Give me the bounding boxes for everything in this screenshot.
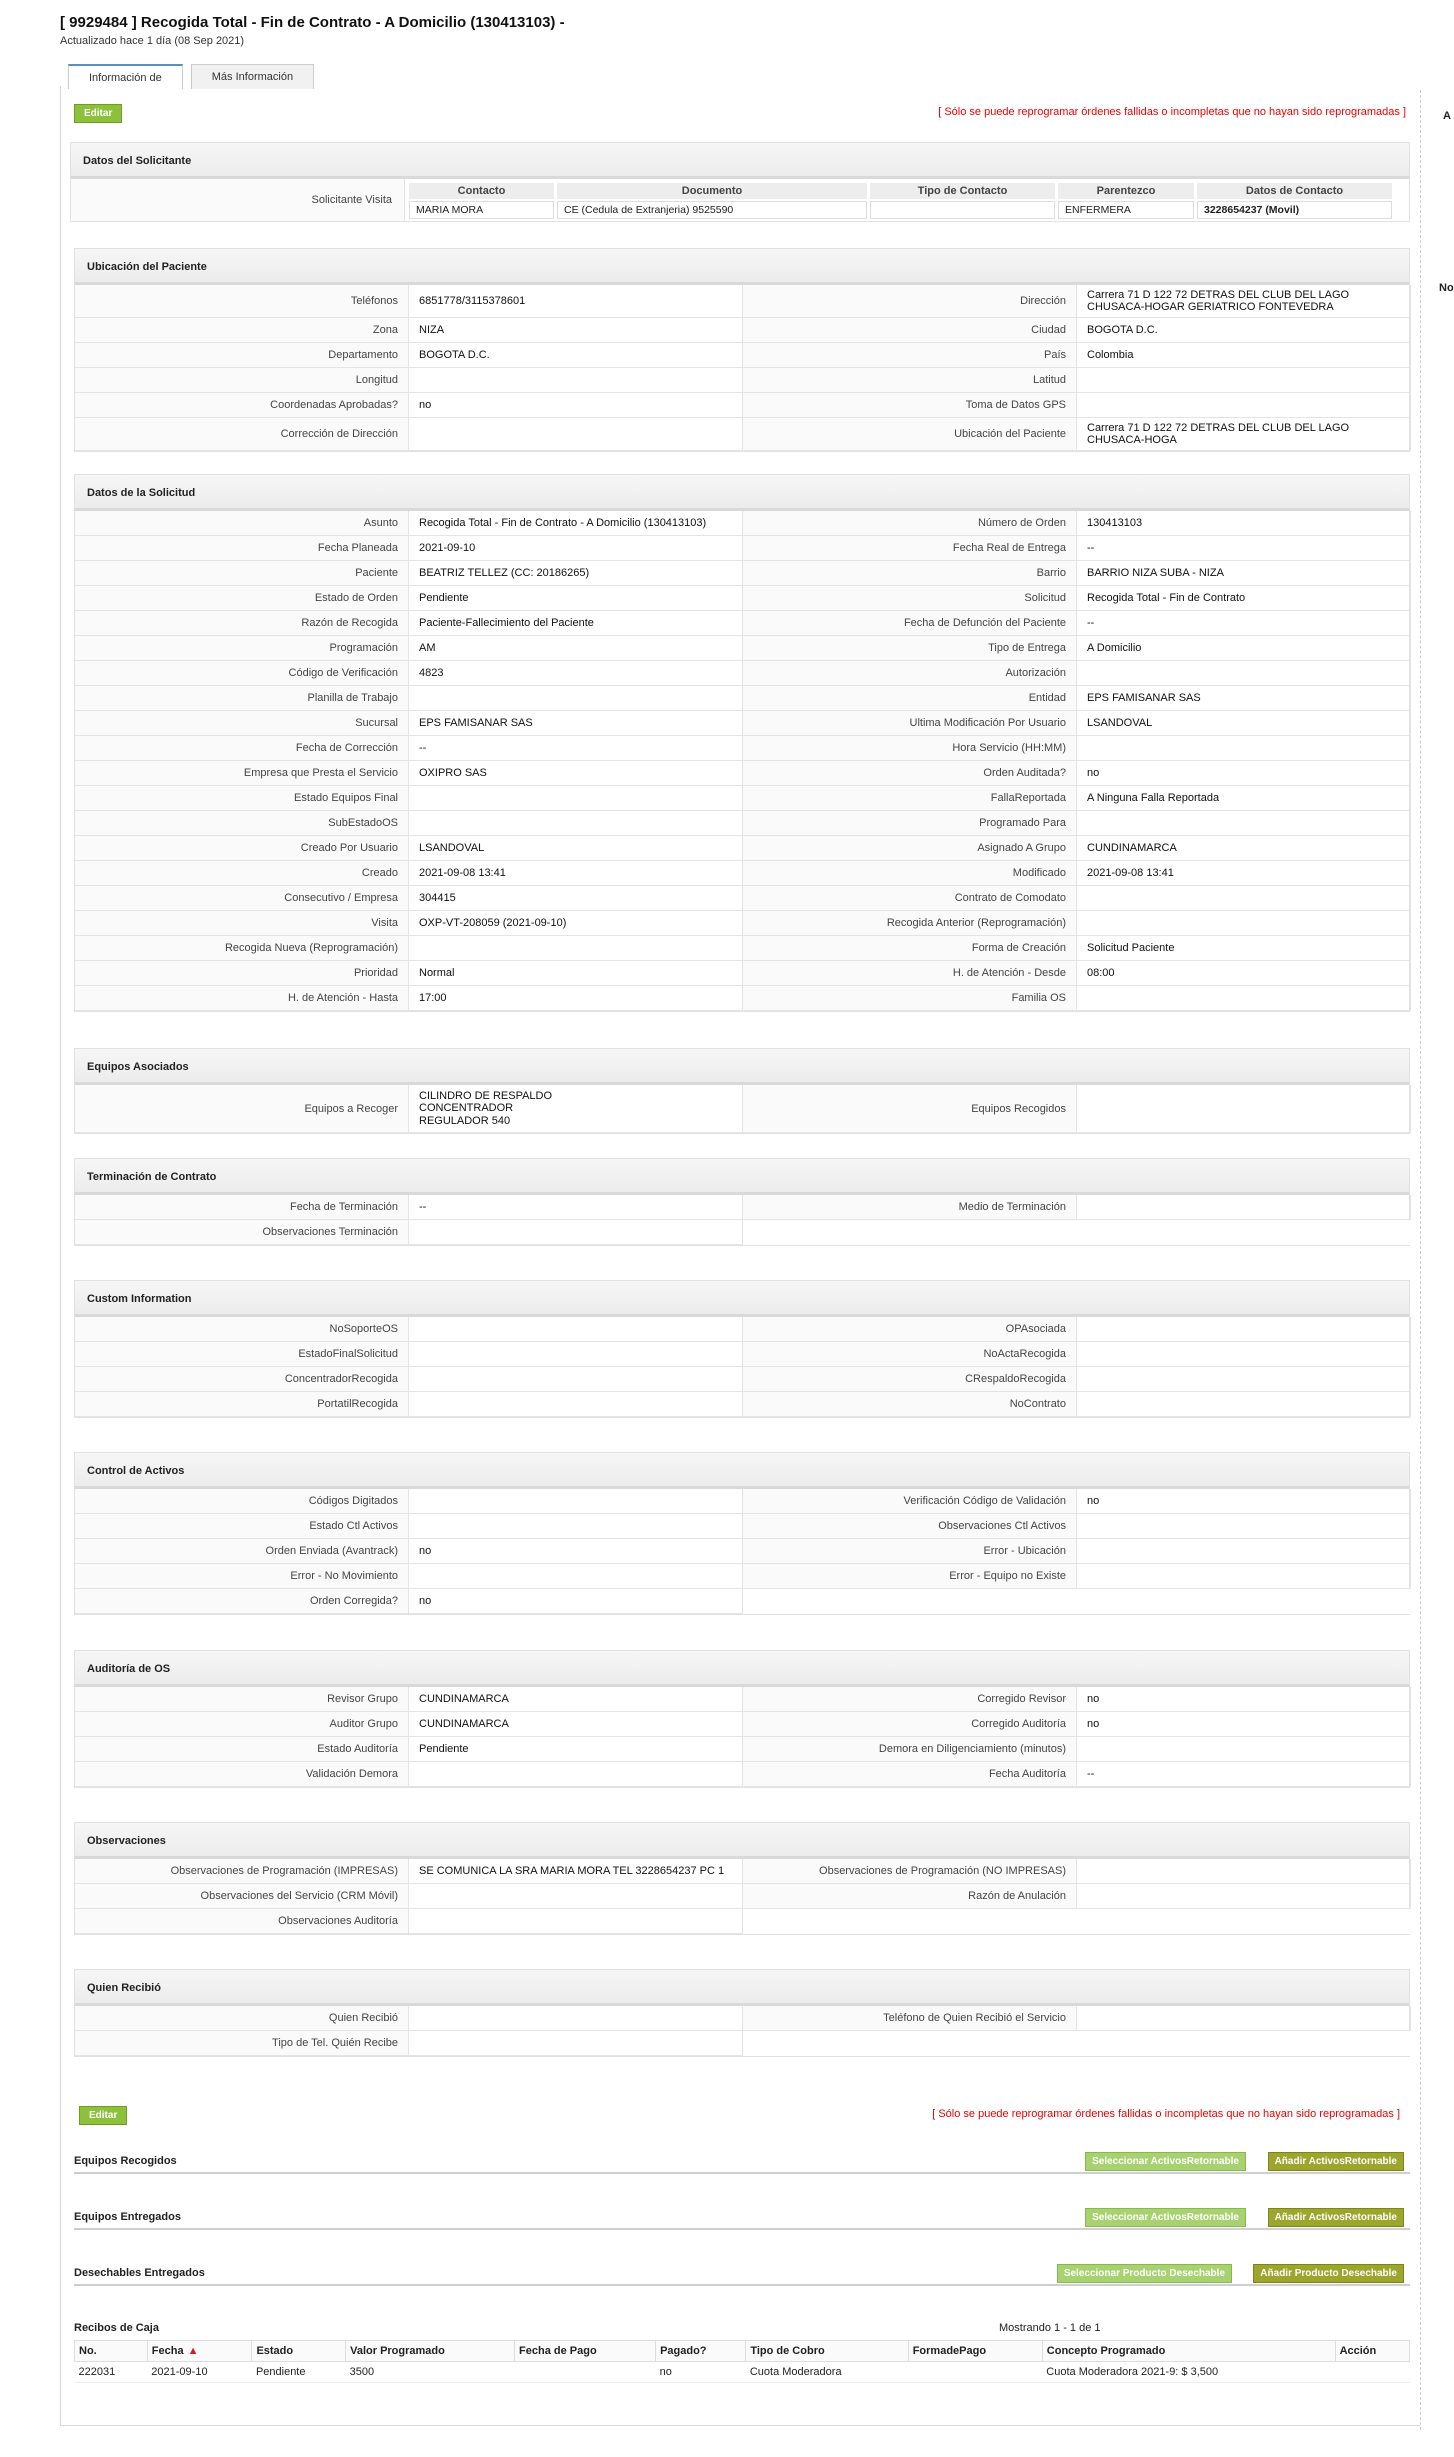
- field-label: Ciudad: [743, 318, 1077, 343]
- field-value: BEATRIZ TELLEZ (CC: 20186265): [409, 561, 743, 586]
- field-label: Planilla de Trabajo: [75, 686, 409, 711]
- field-label: Validación Demora: [75, 1762, 409, 1787]
- field-label: Corregido Auditoría: [743, 1712, 1077, 1737]
- solicitud-panel: [74, 474, 1410, 1012]
- equipos-recogidos-section: [74, 2148, 1410, 2174]
- sidebar-label-a: A: [1443, 110, 1451, 122]
- section-title: Observaciones: [75, 1823, 1409, 1859]
- field-label: Teléfono de Quien Recibió el Servicio: [743, 2006, 1077, 2031]
- field-label: Estado Equipos Final: [75, 786, 409, 811]
- table-header-2[interactable]: Estado: [252, 2341, 346, 2362]
- field-label: Coordenadas Aprobadas?: [75, 393, 409, 418]
- field-label: H. de Atención - Hasta: [75, 986, 409, 1011]
- field-label: Zona: [75, 318, 409, 343]
- control-panel: [74, 1452, 1410, 1615]
- field-value: OXIPRO SAS: [409, 761, 743, 786]
- field-label: Longitud: [75, 368, 409, 393]
- field-label: Empresa que Presta el Servicio: [75, 761, 409, 786]
- field-label: Códigos Digitados: [75, 1489, 409, 1514]
- select-activos-button[interactable]: Seleccionar ActivosRetornable: [1085, 2208, 1246, 2227]
- field-value: 2021-09-08 13:41: [1077, 861, 1411, 886]
- field-label: Visita: [75, 911, 409, 936]
- field-value: Colombia: [1077, 343, 1411, 368]
- page-subtitle: Actualizado hace 1 día (08 Sep 2021): [60, 35, 245, 47]
- field-value: no: [1077, 1712, 1411, 1737]
- field-label: SubEstadoOS: [75, 811, 409, 836]
- field-label: Creado: [75, 861, 409, 886]
- field-value: --: [409, 1195, 743, 1220]
- section-title: Ubicación del Paciente: [75, 249, 1409, 285]
- reprogram-notice: [ Sólo se puede reprogramar órdenes fallidas o incompletas que no hayan sido reprogramadas ]: [938, 106, 1406, 118]
- empty-cell: [743, 1589, 1077, 1614]
- field-label: Auditor Grupo: [75, 1712, 409, 1737]
- sort-up-icon: ▲: [187, 2345, 199, 2357]
- sol-value: 3228654237 (Movil): [1197, 201, 1392, 219]
- add-producto-button[interactable]: Añadir Producto Desechable: [1253, 2264, 1404, 2283]
- field-label: Verificación Código de Validación: [743, 1489, 1077, 1514]
- table-cell: 2021-09-10: [147, 2362, 252, 2383]
- field-value: 4823: [409, 661, 743, 686]
- field-value: [1077, 1859, 1411, 1884]
- sol-header: Parentezco: [1058, 183, 1194, 199]
- field-value: [1077, 1514, 1411, 1539]
- field-value: A Domicilio: [1077, 636, 1411, 661]
- field-label: Consecutivo / Empresa: [75, 886, 409, 911]
- field-value: [409, 1342, 743, 1367]
- field-value: [409, 2031, 743, 2056]
- field-label: Paciente: [75, 561, 409, 586]
- solicitante-title: Datos del Solicitante: [71, 143, 1409, 179]
- section-title: Auditoría de OS: [75, 1651, 1409, 1687]
- sidebar-label-n: No: [1439, 282, 1454, 294]
- empty-cell: [1077, 1909, 1411, 1934]
- field-label: Teléfonos: [75, 285, 409, 318]
- sol-value: CE (Cedula de Extranjeria) 9525590: [557, 201, 867, 219]
- table-header-4[interactable]: Fecha de Pago: [515, 2341, 656, 2362]
- field-label: Estado Ctl Activos: [75, 1514, 409, 1539]
- field-label: Barrio: [743, 561, 1077, 586]
- field-value: 130413103: [1077, 511, 1411, 536]
- sol-header: Tipo de Contacto: [870, 183, 1055, 199]
- section-title: Custom Information: [75, 1281, 1409, 1317]
- field-label: Fecha de Defunción del Paciente: [743, 611, 1077, 636]
- field-value: 17:00: [409, 986, 743, 1011]
- field-label: Estado de Orden: [75, 586, 409, 611]
- table-header-8[interactable]: Concepto Programado: [1042, 2341, 1335, 2362]
- field-label: Quien Recibió: [75, 2006, 409, 2031]
- edit-button-bottom[interactable]: Editar: [79, 2106, 127, 2125]
- field-value: Recogida Total - Fin de Contrato: [1077, 586, 1411, 611]
- field-value: SE COMUNICA LA SRA MARIA MORA TEL 3228654237 PC 1: [409, 1859, 743, 1884]
- field-label: Autorización: [743, 661, 1077, 686]
- field-label: Observaciones Terminación: [75, 1220, 409, 1245]
- field-value: [1077, 393, 1411, 418]
- field-label: Tipo de Tel. Quién Recibe: [75, 2031, 409, 2056]
- field-label: Fecha de Terminación: [75, 1195, 409, 1220]
- field-value: [1077, 911, 1411, 936]
- select-activos-button[interactable]: Seleccionar ActivosRetornable: [1085, 2152, 1246, 2171]
- field-value: [1077, 1367, 1411, 1392]
- field-value: [409, 1392, 743, 1417]
- field-value: no: [1077, 1687, 1411, 1712]
- field-label: Error - No Movimiento: [75, 1564, 409, 1589]
- field-value: --: [1077, 536, 1411, 561]
- field-value: Carrera 71 D 122 72 DETRAS DEL CLUB DEL LAGO CHUSACA-HOGAR GERIATRICO FONTEVEDRA: [1077, 285, 1411, 318]
- field-value: Recogida Total - Fin de Contrato - A Domicilio (130413103): [409, 511, 743, 536]
- field-value: 304415: [409, 886, 743, 911]
- solicitante-panel: [70, 142, 1410, 222]
- field-label: Corrección de Dirección: [75, 418, 409, 451]
- section-title: Control de Activos: [75, 1453, 1409, 1489]
- field-value: [409, 811, 743, 836]
- desechables-section: [74, 2260, 1410, 2286]
- field-label: Fecha Auditoría: [743, 1762, 1077, 1787]
- pagination-info: Mostrando 1 - 1 de 1: [999, 2322, 1101, 2334]
- field-label: Observaciones Ctl Activos: [743, 1514, 1077, 1539]
- sol-value: [870, 201, 1055, 219]
- field-value: [409, 1367, 743, 1392]
- section-title: Equipos Entregados: [74, 2204, 1410, 2230]
- table-header-6[interactable]: Tipo de Cobro: [746, 2341, 908, 2362]
- field-label: Contrato de Comodato: [743, 886, 1077, 911]
- field-value: BOGOTA D.C.: [1077, 318, 1411, 343]
- field-value: [409, 2006, 743, 2031]
- empty-cell: [743, 2031, 1077, 2056]
- field-label: Recogida Nueva (Reprogramación): [75, 936, 409, 961]
- reprogram-notice-bottom: [ Sólo se puede reprogramar órdenes fallidas o incompletas que no hayan sido reprogramadas ]: [932, 2108, 1400, 2120]
- field-label: Razón de Recogida: [75, 611, 409, 636]
- select-producto-button[interactable]: Seleccionar Producto Desechable: [1057, 2264, 1232, 2283]
- field-label: Error - Equipo no Existe: [743, 1564, 1077, 1589]
- table-row: [75, 2362, 1410, 2383]
- field-value: [409, 936, 743, 961]
- empty-cell: [743, 1220, 1077, 1245]
- field-label: Medio de Terminación: [743, 1195, 1077, 1220]
- field-value: [1077, 986, 1411, 1011]
- solicitante-table: [409, 183, 1405, 219]
- field-label: Recogida Anterior (Reprogramación): [743, 911, 1077, 936]
- field-value: CUNDINAMARCA: [409, 1687, 743, 1712]
- field-label: Observaciones Auditoría: [75, 1909, 409, 1934]
- table-header-0[interactable]: No.: [75, 2341, 148, 2362]
- field-value: Paciente-Fallecimiento del Paciente: [409, 611, 743, 636]
- table-header-5[interactable]: Pagado?: [656, 2341, 746, 2362]
- table-cell: [908, 2362, 1042, 2383]
- field-label: Sucursal: [75, 711, 409, 736]
- field-value: [409, 1884, 743, 1909]
- field-value: [409, 418, 743, 451]
- field-value: [1077, 1392, 1411, 1417]
- tab-mas-informacion[interactable]: Más Información: [191, 64, 314, 89]
- field-label: Solicitud: [743, 586, 1077, 611]
- field-label: Ubicación del Paciente: [743, 418, 1077, 451]
- field-value: no: [409, 1539, 743, 1564]
- table-cell: 3500: [346, 2362, 515, 2383]
- sol-header: Datos de Contacto: [1197, 183, 1392, 199]
- auditoria-panel: [74, 1650, 1410, 1788]
- field-value: [1077, 736, 1411, 761]
- field-label: CRespaldoRecogida: [743, 1367, 1077, 1392]
- field-label: Entidad: [743, 686, 1077, 711]
- page-header: [60, 14, 565, 47]
- field-value: [409, 1762, 743, 1787]
- field-value: EPS FAMISANAR SAS: [409, 711, 743, 736]
- field-value: [409, 1909, 743, 1934]
- field-label: Equipos a Recoger: [75, 1085, 409, 1133]
- field-value: no: [409, 1589, 743, 1614]
- field-value: [1077, 1539, 1411, 1564]
- ubicacion-panel: [74, 248, 1410, 452]
- table-cell: [1335, 2362, 1409, 2383]
- sol-header: Documento: [557, 183, 867, 199]
- tab-informacion[interactable]: Información de: [68, 64, 183, 89]
- field-value: --: [1077, 611, 1411, 636]
- field-value: [1077, 1342, 1411, 1367]
- empty-cell: [743, 1909, 1077, 1934]
- field-value: [1077, 1195, 1411, 1220]
- field-label: Equipos Recogidos: [743, 1085, 1077, 1133]
- sol-header: Contacto: [409, 183, 554, 199]
- field-value: [409, 1317, 743, 1342]
- field-value: LSANDOVAL: [1077, 711, 1411, 736]
- field-value: 08:00: [1077, 961, 1411, 986]
- field-value: Pendiente: [409, 1737, 743, 1762]
- field-label: Orden Corregida?: [75, 1589, 409, 1614]
- field-label: OPAsociada: [743, 1317, 1077, 1342]
- field-label: Familia OS: [743, 986, 1077, 1011]
- field-label: Dirección: [743, 285, 1077, 318]
- section-title: Quien Recibió: [75, 1970, 1409, 2006]
- table-cell: Pendiente: [252, 2362, 346, 2383]
- section-title: Equipos Recogidos: [74, 2148, 1410, 2174]
- table-cell: Cuota Moderadora 2021-9: $ 3,500: [1042, 2362, 1335, 2383]
- field-value: LSANDOVAL: [409, 836, 743, 861]
- field-label: Orden Enviada (Avantrack): [75, 1539, 409, 1564]
- sol-value: MARIA MORA: [409, 201, 554, 219]
- field-value: CILINDRO DE RESPALDO CONCENTRADOR REGULADOR 540: [409, 1085, 743, 1133]
- field-value: Normal: [409, 961, 743, 986]
- field-label: Asignado A Grupo: [743, 836, 1077, 861]
- field-label: Razón de Anulación: [743, 1884, 1077, 1909]
- field-value: [1077, 811, 1411, 836]
- field-label: Fecha Real de Entrega: [743, 536, 1077, 561]
- field-label: Código de Verificación: [75, 661, 409, 686]
- field-value: [1077, 1884, 1411, 1909]
- table-header-3[interactable]: Valor Programado: [346, 2341, 515, 2362]
- recibos-section: [74, 2316, 1410, 2383]
- field-value: OXP-VT-208059 (2021-09-10): [409, 911, 743, 936]
- field-label: Observaciones del Servicio (CRM Móvil): [75, 1884, 409, 1909]
- equipos-panel: [74, 1048, 1410, 1134]
- section-title: Terminación de Contrato: [75, 1159, 1409, 1195]
- empty-cell: [1077, 2031, 1411, 2056]
- field-value: --: [1077, 1762, 1411, 1787]
- field-value: EPS FAMISANAR SAS: [1077, 686, 1411, 711]
- field-value: [1077, 2006, 1411, 2031]
- field-label: Programación: [75, 636, 409, 661]
- field-value: [1077, 368, 1411, 393]
- field-label: Departamento: [75, 343, 409, 368]
- field-label: Fecha de Corrección: [75, 736, 409, 761]
- field-value: 6851778/3115378601: [409, 285, 743, 318]
- table-cell: no: [656, 2362, 746, 2383]
- field-label: EstadoFinalSolicitud: [75, 1342, 409, 1367]
- section-title: Datos de la Solicitud: [75, 475, 1409, 511]
- field-value: NIZA: [409, 318, 743, 343]
- field-label: Observaciones de Programación (IMPRESAS): [75, 1859, 409, 1884]
- field-value: Solicitud Paciente: [1077, 936, 1411, 961]
- field-label: Fecha Planeada: [75, 536, 409, 561]
- field-value: 2021-09-10: [409, 536, 743, 561]
- field-value: --: [409, 736, 743, 761]
- field-label: NoSoporteOS: [75, 1317, 409, 1342]
- field-value: [409, 1564, 743, 1589]
- table-header-7[interactable]: FormadePago: [908, 2341, 1042, 2362]
- field-label: ConcentradorRecogida: [75, 1367, 409, 1392]
- field-label: FallaReportada: [743, 786, 1077, 811]
- table-cell: [515, 2362, 656, 2383]
- field-label: Programado Para: [743, 811, 1077, 836]
- recibos-table: [74, 2340, 1410, 2383]
- table-header-9[interactable]: Acción: [1335, 2341, 1409, 2362]
- empty-cell: [1077, 1589, 1411, 1614]
- section-title: Recibos de Caja: [74, 2322, 159, 2334]
- field-label: Creado Por Usuario: [75, 836, 409, 861]
- field-value: no: [409, 393, 743, 418]
- field-value: BARRIO NIZA SUBA - NIZA: [1077, 561, 1411, 586]
- field-label: NoActaRecogida: [743, 1342, 1077, 1367]
- field-value: CUNDINAMARCA: [409, 1712, 743, 1737]
- field-label: H. de Atención - Desde: [743, 961, 1077, 986]
- quien-panel: [74, 1969, 1410, 2057]
- field-value: [409, 1220, 743, 1245]
- field-label: Demora en Diligenciamiento (minutos): [743, 1737, 1077, 1762]
- section-title: Desechables Entregados: [74, 2260, 1410, 2286]
- field-value: [409, 686, 743, 711]
- edit-button[interactable]: Editar: [74, 104, 122, 123]
- sol-value: ENFERMERA: [1058, 201, 1194, 219]
- field-label: Hora Servicio (HH:MM): [743, 736, 1077, 761]
- field-value: [1077, 661, 1411, 686]
- field-value: [1077, 1564, 1411, 1589]
- add-activos-button[interactable]: Añadir ActivosRetornable: [1268, 2152, 1404, 2171]
- field-value: Pendiente: [409, 586, 743, 611]
- field-value: [1077, 886, 1411, 911]
- field-label: Corregido Revisor: [743, 1687, 1077, 1712]
- field-value: [1077, 1085, 1411, 1133]
- field-label: Error - Ubicación: [743, 1539, 1077, 1564]
- field-value: [409, 1489, 743, 1514]
- field-label: Estado Auditoría: [75, 1737, 409, 1762]
- empty-cell: [1077, 1220, 1411, 1245]
- table-cell: Cuota Moderadora: [746, 2362, 908, 2383]
- terminacion-panel: [74, 1158, 1410, 1246]
- field-label: País: [743, 343, 1077, 368]
- right-sidebar: [1420, 90, 1454, 2430]
- field-value: no: [1077, 761, 1411, 786]
- field-label: NoContrato: [743, 1392, 1077, 1417]
- add-activos-button[interactable]: Añadir ActivosRetornable: [1268, 2208, 1404, 2227]
- equipos-entregados-section: [74, 2204, 1410, 2230]
- field-label: Observaciones de Programación (NO IMPRESAS): [743, 1859, 1077, 1884]
- field-value: A Ninguna Falla Reportada: [1077, 786, 1411, 811]
- custom-panel: [74, 1280, 1410, 1418]
- field-value: BOGOTA D.C.: [409, 343, 743, 368]
- field-label: Modificado: [743, 861, 1077, 886]
- field-value: [409, 786, 743, 811]
- field-value: [1077, 1317, 1411, 1342]
- field-value: Carrera 71 D 122 72 DETRAS DEL CLUB DEL LAGO CHUSACA-HOGA: [1077, 418, 1411, 451]
- field-label: Toma de Datos GPS: [743, 393, 1077, 418]
- field-label: Prioridad: [75, 961, 409, 986]
- field-value: [1077, 1737, 1411, 1762]
- table-cell: 222031: [75, 2362, 148, 2383]
- page-title: [ 9929484 ] Recogida Total - Fin de Contrato - A Domicilio (130413103) -: [60, 14, 565, 31]
- field-label: Revisor Grupo: [75, 1687, 409, 1712]
- field-value: AM: [409, 636, 743, 661]
- field-label: Orden Auditada?: [743, 761, 1077, 786]
- field-value: [409, 368, 743, 393]
- field-label: Número de Orden: [743, 511, 1077, 536]
- field-label: Forma de Creación: [743, 936, 1077, 961]
- field-label: Asunto: [75, 511, 409, 536]
- field-label: Tipo de Entrega: [743, 636, 1077, 661]
- field-value: [409, 1514, 743, 1539]
- field-label: Ultima Modificación Por Usuario: [743, 711, 1077, 736]
- sort-fecha-header[interactable]: Fecha ▲: [147, 2341, 252, 2362]
- observaciones-panel: [74, 1822, 1410, 1935]
- field-label: Latitud: [743, 368, 1077, 393]
- solicitante-label: Solicitante Visita: [71, 179, 405, 221]
- field-value: CUNDINAMARCA: [1077, 836, 1411, 861]
- field-value: no: [1077, 1489, 1411, 1514]
- field-label: PortatilRecogida: [75, 1392, 409, 1417]
- section-title: Equipos Asociados: [75, 1049, 1409, 1085]
- field-value: 2021-09-08 13:41: [409, 861, 743, 886]
